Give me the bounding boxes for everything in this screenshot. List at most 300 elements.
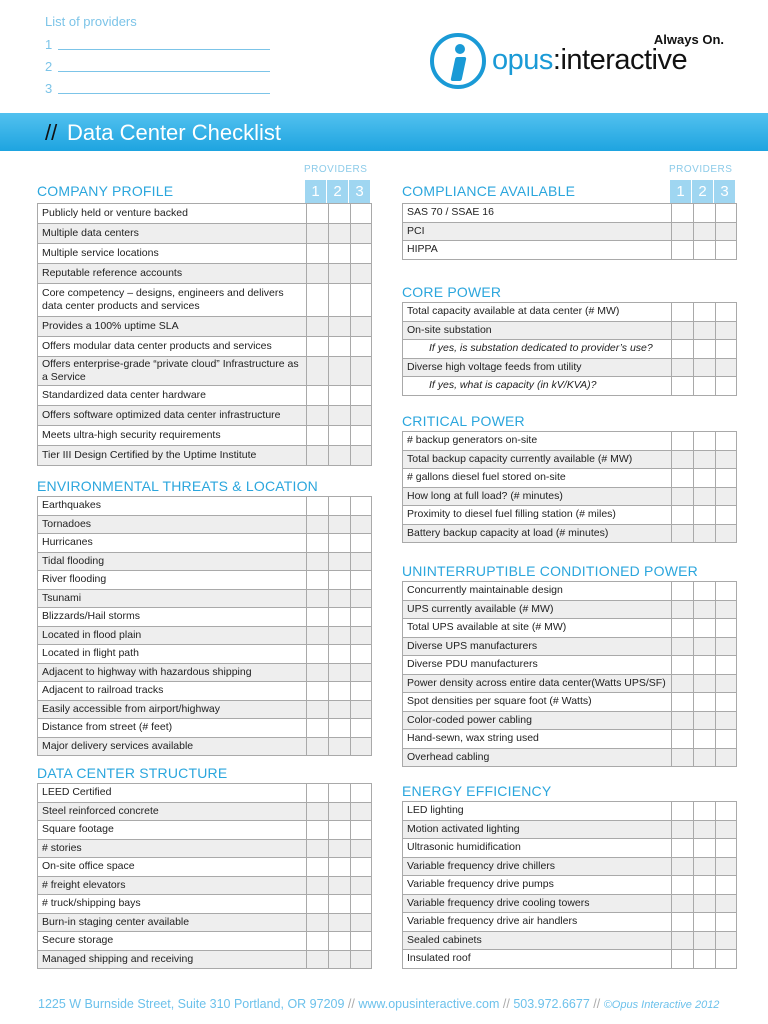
provider-3-checkbox-cell[interactable] bbox=[715, 749, 737, 767]
provider-2-checkbox-cell[interactable] bbox=[328, 204, 350, 223]
provider-1-checkbox-cell[interactable] bbox=[671, 525, 693, 543]
provider-3-checkbox-cell[interactable] bbox=[715, 932, 737, 950]
provider-2-checkbox-cell[interactable] bbox=[693, 638, 715, 656]
section-title: ENVIRONMENTAL THREATS & LOCATION bbox=[37, 478, 318, 494]
checklist-row bbox=[402, 858, 737, 877]
provider-2-checkbox-cell[interactable] bbox=[693, 340, 715, 358]
checklist-item-label: Earthquakes bbox=[42, 499, 101, 512]
checklist-item-label: Offers enterprise-grade “private cloud” Infrastructure as a Service bbox=[42, 358, 299, 383]
provider-1-checkbox-cell[interactable] bbox=[671, 932, 693, 950]
provider-2-checkbox-cell[interactable] bbox=[328, 784, 350, 802]
checklist-row bbox=[37, 738, 372, 757]
provider-1-checkbox-cell[interactable] bbox=[671, 638, 693, 656]
provider-2-checkbox-cell[interactable] bbox=[693, 693, 715, 711]
provider-1-checkbox-cell[interactable] bbox=[671, 469, 693, 487]
provider-2-checkbox-cell[interactable] bbox=[328, 627, 350, 645]
provider-2-checkbox-cell[interactable] bbox=[328, 803, 350, 821]
provider-1-checkbox-cell[interactable] bbox=[306, 821, 328, 839]
provider-2-checkbox-cell[interactable] bbox=[693, 506, 715, 524]
provider-2-checkbox-cell[interactable] bbox=[693, 858, 715, 876]
provider-3-checkbox-cell[interactable] bbox=[715, 858, 737, 876]
provider-3-checkbox-cell[interactable] bbox=[350, 553, 372, 571]
provider-1-checkbox-cell[interactable] bbox=[671, 223, 693, 241]
title-banner bbox=[0, 113, 768, 151]
provider-2-checkbox-cell[interactable] bbox=[328, 264, 350, 283]
provider-1-checkbox-cell[interactable] bbox=[671, 821, 693, 839]
provider-2-checkbox-cell[interactable] bbox=[693, 821, 715, 839]
provider-1-checkbox-cell[interactable] bbox=[306, 446, 328, 465]
checklist-row bbox=[37, 821, 372, 840]
provider-1-checkbox-cell[interactable] bbox=[306, 590, 328, 608]
checklist-item-label: River flooding bbox=[42, 573, 107, 586]
provider-2-checkbox-cell[interactable] bbox=[328, 682, 350, 700]
provider-2-checkbox-cell[interactable] bbox=[693, 322, 715, 340]
provider-3-checkbox-cell[interactable] bbox=[715, 303, 737, 321]
checklist-item-label: Total capacity available at data center (# MW) bbox=[407, 305, 620, 318]
checklist-row bbox=[37, 357, 372, 386]
checklist-row bbox=[37, 719, 372, 738]
provider-2-checkbox-cell[interactable] bbox=[693, 619, 715, 637]
provider-3-checkbox-cell[interactable] bbox=[715, 359, 737, 377]
provider-3-checkbox-cell[interactable] bbox=[350, 497, 372, 515]
checklist-item-label: PCI bbox=[407, 224, 425, 237]
provider-2-checkbox-cell[interactable] bbox=[693, 913, 715, 931]
checklist-row bbox=[37, 386, 372, 406]
provider-2-checkbox-cell[interactable] bbox=[693, 525, 715, 543]
provider-1-checkbox-cell[interactable] bbox=[306, 877, 328, 895]
provider-1-checkbox-cell[interactable] bbox=[306, 627, 328, 645]
provider-2-checkbox-cell[interactable] bbox=[693, 601, 715, 619]
provider-3-checkbox-cell[interactable] bbox=[350, 645, 372, 663]
provider-2-checkbox-cell[interactable] bbox=[328, 719, 350, 737]
provider-1-checkbox-cell[interactable] bbox=[306, 224, 328, 243]
provider-1-checkbox-cell[interactable] bbox=[671, 675, 693, 693]
checklist-row bbox=[402, 322, 737, 341]
provider-1-checkbox-cell[interactable] bbox=[671, 619, 693, 637]
provider-3-checkbox-cell[interactable] bbox=[715, 525, 737, 543]
checklist-row bbox=[37, 446, 372, 466]
provider-2-checkbox-cell[interactable] bbox=[328, 664, 350, 682]
provider-1-checkbox-cell[interactable] bbox=[306, 284, 328, 316]
provider-2-checkbox-cell[interactable] bbox=[328, 446, 350, 465]
provider-2-checkbox-cell[interactable] bbox=[693, 451, 715, 469]
providers-list bbox=[45, 14, 270, 99]
provider-3-checkbox-cell[interactable] bbox=[715, 619, 737, 637]
provider-1-checkbox-cell[interactable] bbox=[671, 506, 693, 524]
provider-1-checkbox-cell[interactable] bbox=[306, 664, 328, 682]
provider-3-checkbox-cell[interactable] bbox=[350, 337, 372, 356]
checklist-row bbox=[37, 627, 372, 646]
provider-1-checkbox-cell[interactable] bbox=[306, 317, 328, 336]
checklist-item-label: Total backup capacity currently available (# MW) bbox=[407, 452, 633, 465]
provider-3-checkbox-cell[interactable] bbox=[350, 244, 372, 263]
provider-1-checkbox-cell[interactable] bbox=[306, 516, 328, 534]
provider-3-checkbox-cell[interactable] bbox=[715, 638, 737, 656]
checklist-item-label: Multiple service locations bbox=[42, 247, 159, 259]
provider-1-checkbox-cell[interactable] bbox=[306, 264, 328, 283]
provider-2-checkbox-cell[interactable] bbox=[693, 223, 715, 241]
provider-3-checkbox-cell[interactable] bbox=[715, 451, 737, 469]
checklist-row bbox=[37, 571, 372, 590]
provider-1-checkbox-cell[interactable] bbox=[306, 534, 328, 552]
provider-3-checkbox-cell[interactable] bbox=[715, 876, 737, 894]
provider-3-checkbox-cell[interactable] bbox=[715, 204, 737, 222]
provider-1-checkbox-cell[interactable] bbox=[671, 656, 693, 674]
provider-1-checkbox-cell[interactable] bbox=[671, 950, 693, 968]
provider-2-checkbox-cell[interactable] bbox=[693, 839, 715, 857]
provider-1-checkbox-cell[interactable] bbox=[306, 914, 328, 932]
provider-3-checkbox-cell[interactable] bbox=[350, 821, 372, 839]
provider-2-checkbox-cell[interactable] bbox=[328, 357, 350, 385]
provider-3-checkbox-cell[interactable] bbox=[350, 682, 372, 700]
provider-1-checkbox-cell[interactable] bbox=[671, 802, 693, 820]
provider-3-checkbox-cell[interactable] bbox=[350, 701, 372, 719]
checklist-row bbox=[402, 895, 737, 914]
provider-2-checkbox-cell[interactable] bbox=[328, 317, 350, 336]
provider-2-checkbox-cell[interactable] bbox=[693, 675, 715, 693]
provider-1-checkbox-cell[interactable] bbox=[306, 840, 328, 858]
checklist-item-label: # backup generators on-site bbox=[407, 434, 538, 447]
checklist-row bbox=[37, 914, 372, 933]
provider-2-checkbox-cell[interactable] bbox=[693, 730, 715, 748]
checklist-row bbox=[37, 645, 372, 664]
checklist-item-label: Insulated roof bbox=[407, 952, 471, 965]
provider-2-checkbox-cell[interactable] bbox=[693, 469, 715, 487]
footer: 1225 W Burnside Street, Suite 310 Portland, OR 97209 // www.opusinteractive.com // 503.972.6677 // ©Opus Interactive 2012 bbox=[38, 997, 720, 1011]
provider-3-checkbox-cell[interactable] bbox=[715, 895, 737, 913]
checklist-row bbox=[37, 264, 372, 284]
provider-2-checkbox-cell[interactable] bbox=[328, 821, 350, 839]
provider-number-header bbox=[669, 180, 735, 204]
checklist-item-label: Diverse UPS manufacturers bbox=[407, 639, 538, 652]
provider-3-checkbox-cell[interactable] bbox=[715, 488, 737, 506]
checklist-item-label: Tsunami bbox=[42, 591, 82, 604]
provider-1-checkbox-cell[interactable] bbox=[671, 488, 693, 506]
provider-3-checkbox-cell[interactable] bbox=[350, 446, 372, 465]
provider-2-checkbox-cell[interactable] bbox=[693, 712, 715, 730]
provider-2-checkbox-cell[interactable] bbox=[328, 284, 350, 316]
provider-3-checkbox-cell[interactable] bbox=[715, 712, 737, 730]
provider-3-checkbox-cell[interactable] bbox=[350, 571, 372, 589]
provider-2-checkbox-cell[interactable] bbox=[328, 553, 350, 571]
provider-3-checkbox-cell[interactable] bbox=[350, 914, 372, 932]
provider-3-checkbox-cell[interactable] bbox=[350, 406, 372, 425]
provider-2-checkbox-cell[interactable] bbox=[693, 932, 715, 950]
checklist-row bbox=[402, 932, 737, 951]
provider-3-checkbox-cell[interactable] bbox=[350, 877, 372, 895]
providers-list-title: List of providers bbox=[45, 14, 137, 29]
provider-3-checkbox-cell[interactable] bbox=[715, 913, 737, 931]
provider-1-checkbox-cell[interactable] bbox=[671, 303, 693, 321]
provider-2-checkbox-cell[interactable] bbox=[328, 895, 350, 913]
provider-1-checkbox-cell[interactable] bbox=[306, 895, 328, 913]
checklist-row bbox=[402, 525, 737, 544]
checklist-row bbox=[37, 426, 372, 446]
provider-1-checkbox-cell[interactable] bbox=[306, 738, 328, 756]
provider-2-checkbox-cell[interactable] bbox=[328, 426, 350, 445]
provider-1-checkbox-cell[interactable] bbox=[671, 749, 693, 767]
provider-2-checkbox-cell[interactable] bbox=[693, 204, 715, 222]
provider-2-checkbox-cell[interactable] bbox=[693, 432, 715, 450]
provider-1-checkbox-cell[interactable] bbox=[671, 204, 693, 222]
provider-2-checkbox-cell[interactable] bbox=[328, 224, 350, 243]
checklist-item-label: Variable frequency drive cooling towers bbox=[407, 896, 590, 909]
provider-3-checkbox-cell[interactable] bbox=[350, 840, 372, 858]
provider-2-checkbox-cell[interactable] bbox=[328, 877, 350, 895]
provider-1-checkbox-cell[interactable] bbox=[306, 951, 328, 969]
checklist-item-label: Located in flight path bbox=[42, 647, 139, 660]
provider-1-checkbox-cell[interactable] bbox=[306, 357, 328, 385]
checklist-row bbox=[402, 469, 737, 488]
checklist-row bbox=[37, 406, 372, 426]
provider-slot-2[interactable]: 2 bbox=[45, 55, 270, 77]
checklist-item-label: SAS 70 / SSAE 16 bbox=[407, 206, 494, 219]
provider-3-checkbox-cell[interactable] bbox=[350, 317, 372, 336]
provider-1-checkbox-cell[interactable] bbox=[671, 876, 693, 894]
provider-1-checkbox-cell[interactable] bbox=[306, 337, 328, 356]
provider-3-checkbox-cell[interactable] bbox=[715, 802, 737, 820]
provider-1-checkbox-cell[interactable] bbox=[671, 322, 693, 340]
provider-3-checkbox-cell[interactable] bbox=[350, 224, 372, 243]
provider-3-checkbox-cell[interactable] bbox=[350, 664, 372, 682]
provider-2-checkbox-cell[interactable] bbox=[328, 534, 350, 552]
checklist-row bbox=[37, 895, 372, 914]
provider-1-checkbox-cell[interactable] bbox=[671, 451, 693, 469]
provider-3-checkbox-cell[interactable] bbox=[715, 675, 737, 693]
provider-2-checkbox-cell[interactable] bbox=[693, 359, 715, 377]
provider-1-checkbox-cell[interactable] bbox=[306, 426, 328, 445]
provider-2-checkbox-cell[interactable] bbox=[693, 377, 715, 395]
provider-column-1: 1 bbox=[304, 180, 326, 204]
provider-1-checkbox-cell[interactable] bbox=[306, 386, 328, 405]
provider-1-checkbox-cell[interactable] bbox=[306, 701, 328, 719]
provider-2-checkbox-cell[interactable] bbox=[328, 701, 350, 719]
provider-3-checkbox-cell[interactable] bbox=[715, 601, 737, 619]
checklist-row bbox=[37, 516, 372, 535]
checklist-table bbox=[37, 203, 372, 466]
provider-3-checkbox-cell[interactable] bbox=[350, 264, 372, 283]
checklist-row bbox=[402, 656, 737, 675]
provider-3-checkbox-cell[interactable] bbox=[715, 469, 737, 487]
provider-2-checkbox-cell[interactable] bbox=[693, 802, 715, 820]
provider-slot-1[interactable]: 1 bbox=[45, 33, 270, 55]
provider-3-checkbox-cell[interactable] bbox=[715, 582, 737, 600]
provider-3-checkbox-cell[interactable] bbox=[715, 839, 737, 857]
checklist-row bbox=[402, 451, 737, 470]
checklist-row bbox=[37, 317, 372, 337]
provider-1-checkbox-cell[interactable] bbox=[306, 784, 328, 802]
checklist-item-label: Managed shipping and receiving bbox=[42, 952, 194, 965]
provider-2-checkbox-cell[interactable] bbox=[328, 858, 350, 876]
provider-2-checkbox-cell[interactable] bbox=[328, 932, 350, 950]
provider-column-2: 2 bbox=[326, 180, 348, 204]
provider-3-checkbox-cell[interactable] bbox=[350, 627, 372, 645]
provider-2-checkbox-cell[interactable] bbox=[328, 608, 350, 626]
provider-3-checkbox-cell[interactable] bbox=[350, 284, 372, 316]
provider-1-checkbox-cell[interactable] bbox=[306, 858, 328, 876]
checklist-item-label: Ultrasonic humidification bbox=[407, 841, 521, 854]
provider-1-checkbox-cell[interactable] bbox=[306, 932, 328, 950]
provider-3-checkbox-cell[interactable] bbox=[715, 241, 737, 259]
provider-3-checkbox-cell[interactable] bbox=[715, 693, 737, 711]
provider-2-checkbox-cell[interactable] bbox=[328, 571, 350, 589]
checklist-row bbox=[402, 488, 737, 507]
provider-3-checkbox-cell[interactable] bbox=[715, 432, 737, 450]
checklist-item-label: If yes, what is capacity (in kV/KVA)? bbox=[429, 379, 597, 392]
provider-3-checkbox-cell[interactable] bbox=[350, 357, 372, 385]
checklist-item-label: Battery backup capacity at load (# minutes) bbox=[407, 526, 609, 539]
provider-1-checkbox-cell[interactable] bbox=[306, 719, 328, 737]
provider-3-checkbox-cell[interactable] bbox=[715, 656, 737, 674]
checklist-table bbox=[402, 431, 737, 543]
checklist-item-label: Hurricanes bbox=[42, 536, 93, 549]
checklist-row bbox=[402, 377, 737, 396]
provider-1-checkbox-cell[interactable] bbox=[306, 204, 328, 223]
footer-address: 1225 W Burnside Street, Suite 310 Portland, OR 97209 bbox=[38, 997, 345, 1011]
provider-2-checkbox-cell[interactable] bbox=[328, 516, 350, 534]
provider-3-checkbox-cell[interactable] bbox=[715, 340, 737, 358]
checklist-row bbox=[402, 802, 737, 821]
provider-3-checkbox-cell[interactable] bbox=[350, 858, 372, 876]
provider-2-checkbox-cell[interactable] bbox=[328, 840, 350, 858]
provider-2-checkbox-cell[interactable] bbox=[693, 303, 715, 321]
checklist-item-label: Reputable reference accounts bbox=[42, 267, 183, 279]
footer-website-link[interactable]: www.opusinteractive.com bbox=[358, 997, 500, 1011]
footer-phone: 503.972.6677 bbox=[513, 997, 590, 1011]
provider-2-checkbox-cell[interactable] bbox=[693, 656, 715, 674]
provider-1-checkbox-cell[interactable] bbox=[306, 553, 328, 571]
provider-1-checkbox-cell[interactable] bbox=[671, 693, 693, 711]
checklist-item-label: Diverse PDU manufacturers bbox=[407, 658, 538, 671]
checklist-row bbox=[402, 619, 737, 638]
checklist-item-label: Power density across entire data center(Watts UPS/SF) bbox=[407, 676, 666, 689]
provider-3-checkbox-cell[interactable] bbox=[715, 377, 737, 395]
checklist-row bbox=[402, 223, 737, 242]
provider-1-checkbox-cell[interactable] bbox=[306, 571, 328, 589]
provider-2-checkbox-cell[interactable] bbox=[693, 241, 715, 259]
checklist-row bbox=[402, 359, 737, 378]
checklist-item-label: Easily accessible from airport/highway bbox=[42, 702, 220, 715]
provider-1-checkbox-cell[interactable] bbox=[671, 432, 693, 450]
provider-2-checkbox-cell[interactable] bbox=[328, 406, 350, 425]
provider-1-checkbox-cell[interactable] bbox=[306, 497, 328, 515]
provider-3-checkbox-cell[interactable] bbox=[715, 821, 737, 839]
provider-1-checkbox-cell[interactable] bbox=[671, 895, 693, 913]
checklist-item-label: Sealed cabinets bbox=[407, 933, 482, 946]
provider-2-checkbox-cell[interactable] bbox=[328, 914, 350, 932]
provider-2-checkbox-cell[interactable] bbox=[693, 876, 715, 894]
provider-3-checkbox-cell[interactable] bbox=[715, 950, 737, 968]
checklist-row bbox=[37, 244, 372, 264]
checklist-row bbox=[402, 432, 737, 451]
provider-1-checkbox-cell[interactable] bbox=[671, 858, 693, 876]
page-title: Data Center Checklist bbox=[67, 120, 281, 145]
provider-3-checkbox-cell[interactable] bbox=[715, 730, 737, 748]
checklist-row bbox=[402, 693, 737, 712]
provider-3-checkbox-cell[interactable] bbox=[715, 322, 737, 340]
provider-1-checkbox-cell[interactable] bbox=[671, 582, 693, 600]
checklist-row bbox=[402, 582, 737, 601]
provider-3-checkbox-cell[interactable] bbox=[350, 590, 372, 608]
provider-3-checkbox-cell[interactable] bbox=[350, 426, 372, 445]
checklist-row bbox=[402, 730, 737, 749]
provider-1-checkbox-cell[interactable] bbox=[306, 244, 328, 263]
provider-1-checkbox-cell[interactable] bbox=[671, 913, 693, 931]
checklist-item-label: If yes, is substation dedicated to provider’s use? bbox=[429, 342, 653, 355]
provider-2-checkbox-cell[interactable] bbox=[328, 590, 350, 608]
provider-2-checkbox-cell[interactable] bbox=[328, 386, 350, 405]
provider-2-checkbox-cell[interactable] bbox=[328, 738, 350, 756]
provider-3-checkbox-cell[interactable] bbox=[350, 386, 372, 405]
provider-2-checkbox-cell[interactable] bbox=[693, 749, 715, 767]
provider-3-checkbox-cell[interactable] bbox=[350, 784, 372, 802]
checklist-item-label: Located in flood plain bbox=[42, 628, 142, 641]
provider-3-checkbox-cell[interactable] bbox=[350, 719, 372, 737]
provider-1-checkbox-cell[interactable] bbox=[306, 645, 328, 663]
checklist-row bbox=[37, 664, 372, 683]
checklist-row bbox=[402, 601, 737, 620]
provider-1-checkbox-cell[interactable] bbox=[306, 406, 328, 425]
provider-3-checkbox-cell[interactable] bbox=[350, 516, 372, 534]
checklist-row bbox=[37, 858, 372, 877]
provider-1-checkbox-cell[interactable] bbox=[671, 839, 693, 857]
provider-2-checkbox-cell[interactable] bbox=[693, 950, 715, 968]
provider-3-checkbox-cell[interactable] bbox=[350, 932, 372, 950]
provider-1-checkbox-cell[interactable] bbox=[671, 340, 693, 358]
provider-3-checkbox-cell[interactable] bbox=[350, 803, 372, 821]
checklist-item-label: Variable frequency drive air handlers bbox=[407, 915, 578, 928]
checklist-row bbox=[37, 204, 372, 224]
provider-1-checkbox-cell[interactable] bbox=[306, 682, 328, 700]
provider-1-checkbox-cell[interactable] bbox=[671, 712, 693, 730]
provider-1-checkbox-cell[interactable] bbox=[671, 730, 693, 748]
provider-1-checkbox-cell[interactable] bbox=[306, 608, 328, 626]
provider-2-checkbox-cell[interactable] bbox=[328, 951, 350, 969]
provider-3-checkbox-cell[interactable] bbox=[350, 738, 372, 756]
checklist-row bbox=[37, 840, 372, 859]
checklist-item-label: Motion activated lighting bbox=[407, 822, 520, 835]
section-title: DATA CENTER STRUCTURE bbox=[37, 765, 228, 781]
provider-1-checkbox-cell[interactable] bbox=[671, 377, 693, 395]
section-title: COMPLIANCE AVAILABLE bbox=[402, 183, 576, 199]
provider-1-checkbox-cell[interactable] bbox=[306, 803, 328, 821]
provider-3-checkbox-cell[interactable] bbox=[715, 223, 737, 241]
checklist-item-label: Variable frequency drive pumps bbox=[407, 878, 554, 891]
provider-2-checkbox-cell[interactable] bbox=[693, 582, 715, 600]
provider-3-checkbox-cell[interactable] bbox=[350, 951, 372, 969]
provider-2-checkbox-cell[interactable] bbox=[328, 244, 350, 263]
provider-2-checkbox-cell[interactable] bbox=[328, 337, 350, 356]
checklist-row bbox=[402, 913, 737, 932]
provider-1-checkbox-cell[interactable] bbox=[671, 359, 693, 377]
provider-3-checkbox-cell[interactable] bbox=[350, 895, 372, 913]
provider-2-checkbox-cell[interactable] bbox=[693, 488, 715, 506]
provider-3-checkbox-cell[interactable] bbox=[350, 608, 372, 626]
checklist-row bbox=[402, 675, 737, 694]
provider-2-checkbox-cell[interactable] bbox=[328, 497, 350, 515]
provider-2-checkbox-cell[interactable] bbox=[693, 895, 715, 913]
provider-3-checkbox-cell[interactable] bbox=[350, 204, 372, 223]
provider-2-checkbox-cell[interactable] bbox=[328, 645, 350, 663]
checklist-row bbox=[402, 821, 737, 840]
checklist-item-label: Burn-in staging center available bbox=[42, 915, 190, 928]
provider-1-checkbox-cell[interactable] bbox=[671, 601, 693, 619]
provider-3-checkbox-cell[interactable] bbox=[715, 506, 737, 524]
provider-3-checkbox-cell[interactable] bbox=[350, 534, 372, 552]
checklist-item-label: Tier III Design Certified by the Uptime Institute bbox=[42, 449, 257, 461]
provider-slot-3[interactable]: 3 bbox=[45, 77, 270, 99]
provider-1-checkbox-cell[interactable] bbox=[671, 241, 693, 259]
